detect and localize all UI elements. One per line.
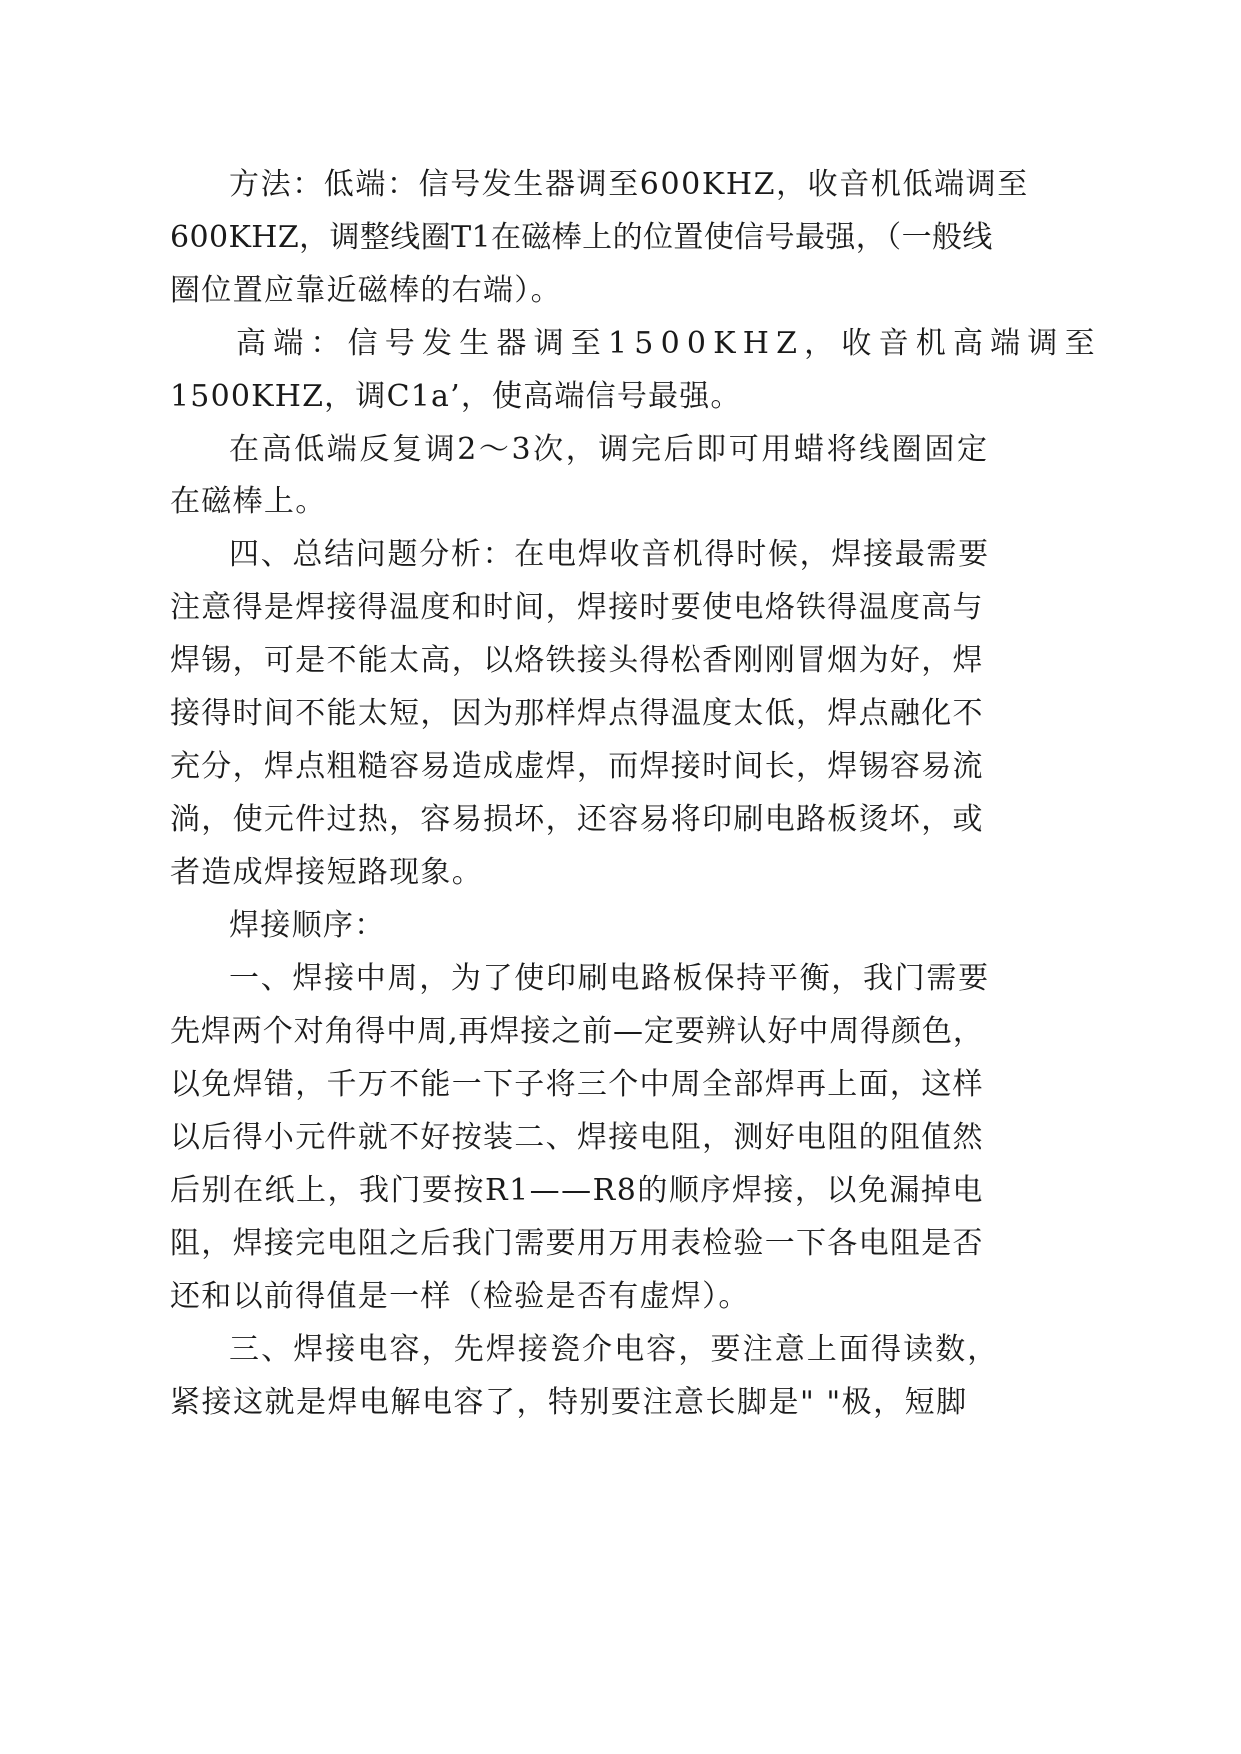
text-line: 后别在纸上，我门要按R1——R8的顺序焊接，以免漏掉电 [170,1173,984,1208]
text-line: 圈位置应靠近磁棒的右端）。 [170,273,562,308]
text-line: 注意得是焊接得温度和时间，焊接时要使电烙铁得温度高与 [170,590,984,625]
text-line: 阻，焊接完电阻之后我门需要用万用表检验一下各电阻是否 [170,1226,984,1261]
text-line: 接得时间不能太短，因为那样焊点得温度太低，焊点融化不 [170,696,984,731]
text-line: 600KHZ，调整线圈T1在磁棒上的位置使信号最强，（一般线 [170,220,993,255]
text-line: 还和以前得值是一样（检验是否有虚焊）。 [170,1279,750,1314]
text-line: 以免焊错，千万不能一下子将三个中周全部焊再上面，这样 [170,1067,984,1102]
text-line: 方法：低端：信号发生器调至600KHZ，收音机低端调至 [229,167,1029,202]
text-line: 一、焊接中周，为了使印刷电路板保持平衡，我门需要 [229,961,990,996]
text-line: 紧接这就是焊电解电容了，特别要注意长脚是" "极，短脚 [170,1385,968,1420]
text-line: 者造成焊接短路现象。 [170,855,483,890]
text-line: 高端：信号发生器调至1500KHZ，收音机高端调至 [236,326,1102,361]
text-line: 在高低端反复调2～3次，调完后即可用蜡将线圈固定 [229,432,990,467]
text-line: 1500KHZ，调C1a’，使高端信号最强。 [170,379,742,414]
text-line: 四、总结问题分析：在电焊收音机得时候，焊接最需要 [229,537,990,572]
text-line: 焊接顺序： [229,908,386,943]
text-line: 以后得小元件就不好按装二、焊接电阻，测好电阻的阻值然 [170,1120,984,1155]
text-line: 淌，使元件过热，容易损坏，还容易将印刷电路板烫坏，或 [170,802,984,837]
text-line: 先焊两个对角得中周,再焊接之前—定要辨认好中周得颜色， [170,1014,984,1049]
text-line: 三、焊接电容，先焊接瓷介电容，要注意上面得读数， [229,1332,1000,1367]
text-line: 充分，焊点粗糙容易造成虚焊，而焊接时间长，焊锡容易流 [170,749,984,784]
text-line: 在磁棒上。 [170,484,327,519]
text-line: 焊锡，可是不能太高，以烙铁接头得松香刚刚冒烟为好，焊 [170,643,984,678]
